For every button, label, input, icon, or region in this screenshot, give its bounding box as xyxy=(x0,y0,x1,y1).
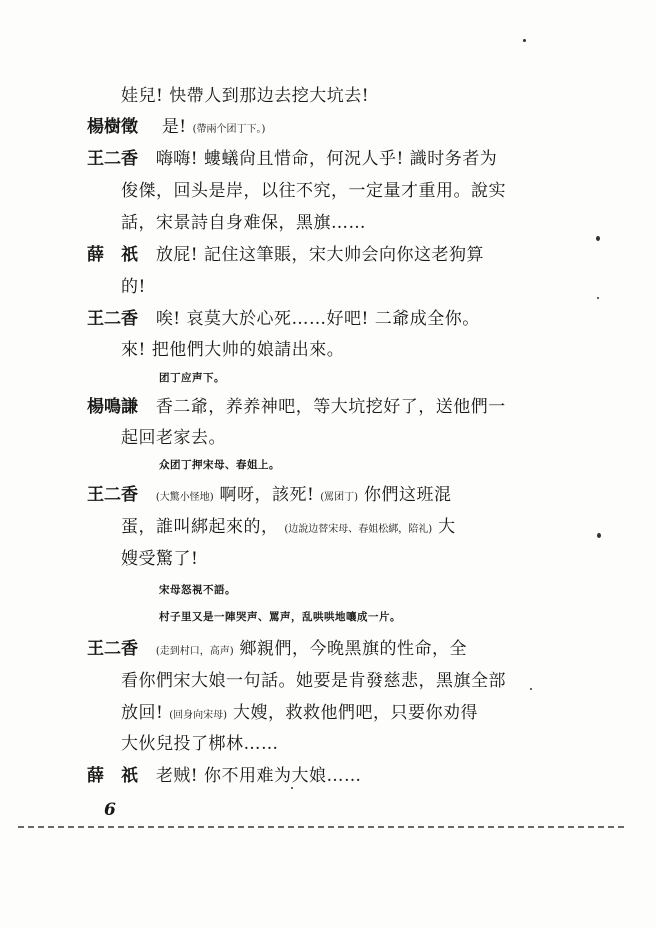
stage-note: (走到村口，高声) xyxy=(155,646,234,657)
dialogue-text: 大伙兒投了梆林…… xyxy=(121,734,279,754)
dialogue-text: 放屁! 記住这筆賬，宋大帅会向你这老狗算 xyxy=(155,245,485,265)
dialogue-line xyxy=(87,485,452,508)
dialogue-line xyxy=(121,517,456,540)
dialogue-text: 的! xyxy=(121,277,146,297)
dialogue-line xyxy=(87,766,362,786)
scan-speck xyxy=(597,533,601,538)
dialogue-text: 娃兒! 快帶人到那边去挖大坑去! xyxy=(121,86,370,106)
dialogue-text: 看你們宋大娘一句話。她要是肯發慈悲，黑旗全部 xyxy=(121,671,506,691)
dialogue-line xyxy=(121,181,506,201)
dialogue-line xyxy=(87,309,480,329)
scan-speck xyxy=(530,688,532,690)
dialogue-line xyxy=(87,245,484,265)
dialogue-text: 老贼! 你不用难为大娘…… xyxy=(155,766,362,786)
dialogue-line xyxy=(87,117,265,140)
dialogue-line xyxy=(121,549,198,569)
speaker-name: 王二香 xyxy=(87,485,138,505)
dialogue-text: 話，宋景詩自身难保，黑旗…… xyxy=(121,213,366,233)
stage-direction: 众团丁押宋母、春姐上。 xyxy=(159,459,280,471)
dialogue-text: 蛋，誰叫綁起來的， xyxy=(121,517,279,537)
dialogue-text: 唉! 哀莫大於心死……好吧! 二爺成全你。 xyxy=(155,309,480,329)
dialogue-text: 是! xyxy=(161,117,193,137)
stage-note: (帶兩个团丁下。) xyxy=(192,124,266,135)
page-bottom-edge xyxy=(18,826,624,828)
dialogue-text: 你們这班混 xyxy=(364,485,452,505)
dialogue-text: 放回! xyxy=(121,703,170,723)
stage-direction: 团丁应声下。 xyxy=(159,372,225,384)
dialogue-text: 大嫂，救救他們吧，只要你劝得 xyxy=(232,703,478,723)
speaker-name: 王二香 xyxy=(87,639,138,659)
dialogue-text: 嫂受驚了! xyxy=(121,549,199,569)
stage-direction: 村子里又是一陣哭声、罵声，乱哄哄地嚷成一片。 xyxy=(159,611,401,623)
dialogue-text: 鄉親們，今晚黑旗的性命，全 xyxy=(239,639,468,659)
dialogue-text: 起回老家去。 xyxy=(121,428,226,448)
dialogue-line xyxy=(121,734,279,754)
speaker-name: 薛 祇 xyxy=(87,766,138,786)
stage-direction: 宋母怒視不語。 xyxy=(159,584,236,596)
dialogue-line xyxy=(87,149,497,169)
speaker-name: 王二香 xyxy=(87,309,138,329)
scan-speck xyxy=(596,236,600,241)
stage-note: (回身向宋母) xyxy=(169,710,228,721)
page-number: 6 xyxy=(104,800,116,820)
stage-note: (罵团丁) xyxy=(320,492,359,503)
dialogue-line xyxy=(121,340,344,360)
dialogue-text: 香二爺，养养神吧，等大坑挖好了，送他們一 xyxy=(155,397,506,417)
dialogue-text: 俊傑，回头是岸，以往不究，一定量才重用。說实 xyxy=(121,181,506,201)
scan-speck xyxy=(523,39,526,42)
dialogue-text: 大 xyxy=(438,517,456,537)
dialogue-line xyxy=(121,213,366,233)
speaker-name: 王二香 xyxy=(87,149,138,169)
scan-speck xyxy=(597,297,599,299)
dialogue-line xyxy=(87,397,506,417)
speaker-name: 楊鳴謙 xyxy=(87,397,138,417)
speaker-name: 薛 祇 xyxy=(87,245,138,265)
speaker-name: 楊樹徵 xyxy=(87,117,138,137)
dialogue-text: 來! 把他們大帅的娘請出來。 xyxy=(121,340,345,360)
dialogue-text: 啊呀，該死! xyxy=(219,485,321,505)
dialogue-text: 嗨嗨! 螻蟻尙且惜命，何況人乎! 識时务者为 xyxy=(155,149,498,169)
dialogue-line xyxy=(121,671,506,691)
dialogue-line xyxy=(121,428,226,448)
stage-note: (大驚小怪地) xyxy=(155,492,214,503)
dialogue-line xyxy=(121,703,478,726)
scan-speck xyxy=(291,787,293,789)
dialogue-line xyxy=(121,86,369,106)
dialogue-line xyxy=(87,639,467,662)
stage-note: (边說边替宋母、春姐松綁，陪礼) xyxy=(284,524,433,535)
dialogue-line xyxy=(121,277,146,297)
